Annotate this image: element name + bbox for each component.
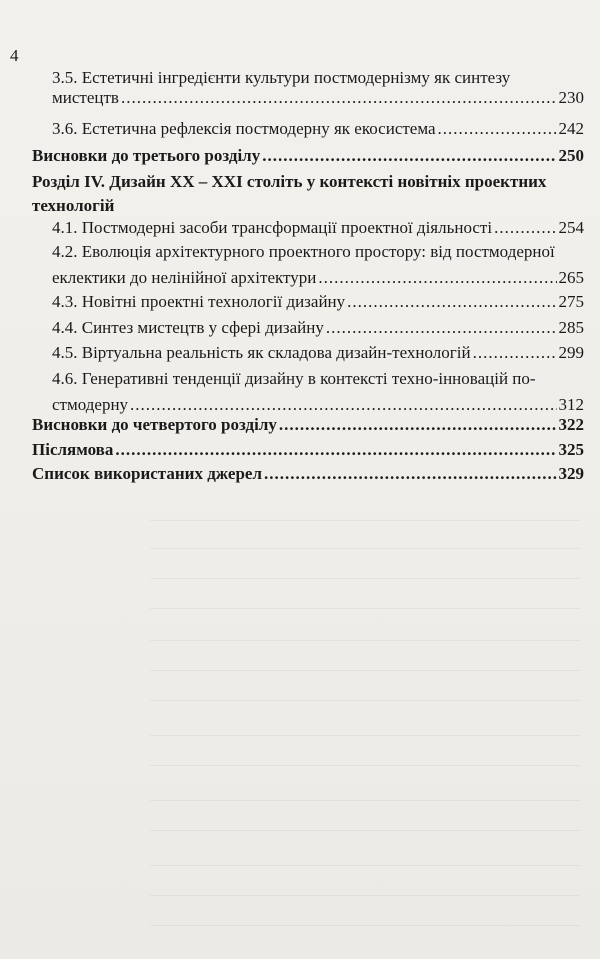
toc-entry-text: 4.4. Синтез мистецтв у сфері дизайну bbox=[52, 318, 324, 337]
toc-entry-text: мистецтв bbox=[52, 88, 119, 107]
toc-page-number: 254 bbox=[558, 218, 584, 237]
leader-dots bbox=[347, 292, 556, 312]
leader-dots bbox=[262, 146, 556, 166]
leader-dots bbox=[130, 395, 556, 415]
toc-page-number: 265 bbox=[558, 268, 584, 287]
toc-entry-text: Післямова bbox=[32, 440, 114, 459]
toc-page-number: 250 bbox=[558, 146, 584, 165]
toc-entry-text: 3.6. Естетична рефлексія постмодерну як екосистема bbox=[52, 119, 436, 138]
leader-dots bbox=[279, 415, 557, 435]
toc-entry-4-5 bbox=[52, 343, 584, 363]
toc-page-number: 325 bbox=[558, 440, 584, 459]
toc-entry-references bbox=[32, 464, 584, 484]
toc-entry-text: 4.5. Віртуальна реальність як складова дизайн-технологій bbox=[52, 343, 471, 362]
toc-entry-4-3 bbox=[52, 292, 584, 312]
toc-page-number: 285 bbox=[558, 318, 584, 337]
toc-entry-text: Висновки до третього розділу bbox=[32, 146, 261, 165]
toc-entry-text: 3.5. Естетичні інгредієнти культури постмодернізму як синтезу bbox=[52, 68, 511, 87]
toc-entry-4-1 bbox=[52, 218, 584, 238]
leader-dots bbox=[264, 464, 557, 484]
toc-page-number: 329 bbox=[558, 464, 584, 483]
toc-entry-text: 4.1. Постмодерні засоби трансформації проектної діяльності bbox=[52, 218, 493, 237]
toc-entry-text: 4.2. Еволюція архітектурного проектного простору: від постмодерної bbox=[52, 242, 555, 261]
toc-entry-text: стмодерну bbox=[52, 395, 129, 414]
toc-entry-3-6 bbox=[52, 119, 584, 139]
leader-dots bbox=[121, 88, 557, 108]
toc-entry-chapter-4 bbox=[32, 172, 584, 216]
toc-page-number: 230 bbox=[558, 88, 584, 107]
toc-entry-text: Розділ IV. Дизайн XX – XXI століть у контексті новітніх проектних bbox=[32, 172, 547, 191]
page-number: 4 bbox=[10, 46, 19, 65]
leader-dots bbox=[494, 218, 556, 238]
leader-dots bbox=[438, 119, 557, 139]
toc-entry-3-5 bbox=[52, 68, 584, 108]
toc-entry-conclusions-4 bbox=[32, 415, 584, 435]
toc-entry-text: Висновки до четвертого розділу bbox=[32, 415, 277, 434]
leader-dots bbox=[473, 343, 557, 363]
toc-entry-afterword bbox=[32, 440, 584, 460]
leader-dots bbox=[326, 318, 557, 338]
leader-dots bbox=[115, 440, 556, 460]
toc-entry-text: 4.6. Генеративні тенденції дизайну в контексті техно-інновацій по- bbox=[52, 369, 536, 388]
toc-page-number: 312 bbox=[558, 395, 584, 414]
toc-page-number: 322 bbox=[558, 415, 584, 434]
toc-entry-conclusions-3 bbox=[32, 146, 584, 166]
toc-entry-4-2 bbox=[52, 242, 584, 288]
toc-entry-text: Список використаних джерел bbox=[32, 464, 262, 483]
leader-dots bbox=[318, 268, 556, 288]
toc-entry-4-4 bbox=[52, 318, 584, 338]
toc-entry-4-6 bbox=[52, 369, 584, 415]
toc-entry-text: 4.3. Новітні проектні технології дизайну bbox=[52, 292, 346, 311]
toc-page-number: 275 bbox=[558, 292, 584, 311]
toc-page-number: 299 bbox=[558, 343, 584, 362]
toc-entry-text: еклектики до нелінійної архітектури bbox=[52, 268, 317, 287]
toc-page-number: 242 bbox=[558, 119, 584, 138]
toc-entry-text: технологій bbox=[32, 196, 115, 215]
